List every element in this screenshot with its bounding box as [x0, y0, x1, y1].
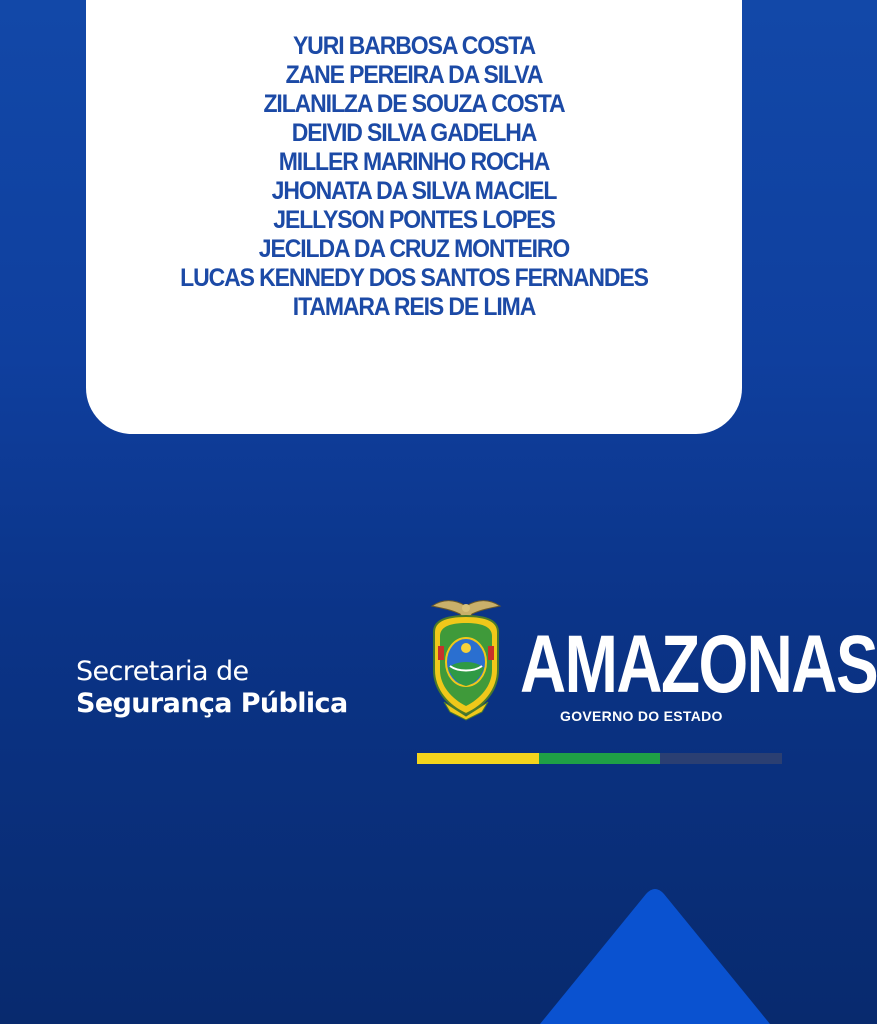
name-item: LUCAS KENNEDY DOS SANTOS FERNANDES [180, 264, 648, 292]
name-item: JECILDA DA CRUZ MONTEIRO [258, 235, 570, 263]
stripe-navy [660, 753, 782, 764]
amazonas-crest-icon [418, 586, 514, 722]
names-card [86, 0, 742, 434]
name-item: JHONATA DA SILVA MACIEL [271, 177, 557, 205]
stripe-green [539, 753, 661, 764]
name-item: JELLYSON PONTES LOPES [273, 206, 555, 234]
stripe-yellow [417, 753, 539, 764]
decorative-triangle [540, 888, 770, 1024]
secretaria-line-2: Segurança Pública [76, 688, 348, 719]
governo-subtitle: GOVERNO DO ESTADO [560, 708, 723, 724]
flag-stripe [417, 753, 782, 764]
name-item: ZANE PEREIRA DA SILVA [285, 61, 543, 89]
secretaria-logo [76, 656, 348, 720]
name-item: DEIVID SILVA GADELHA [291, 119, 537, 147]
name-item: MILLER MARINHO ROCHA [278, 148, 550, 176]
names-list [86, 32, 742, 322]
name-item: YURI BARBOSA COSTA [292, 32, 536, 60]
secretaria-line-1: Secretaria de [76, 656, 249, 687]
name-item: ZILANILZA DE SOUZA COSTA [263, 90, 565, 118]
amazonas-wordmark: AMAZONAS [520, 619, 877, 710]
name-item: ITAMARA REIS DE LIMA [292, 293, 536, 321]
